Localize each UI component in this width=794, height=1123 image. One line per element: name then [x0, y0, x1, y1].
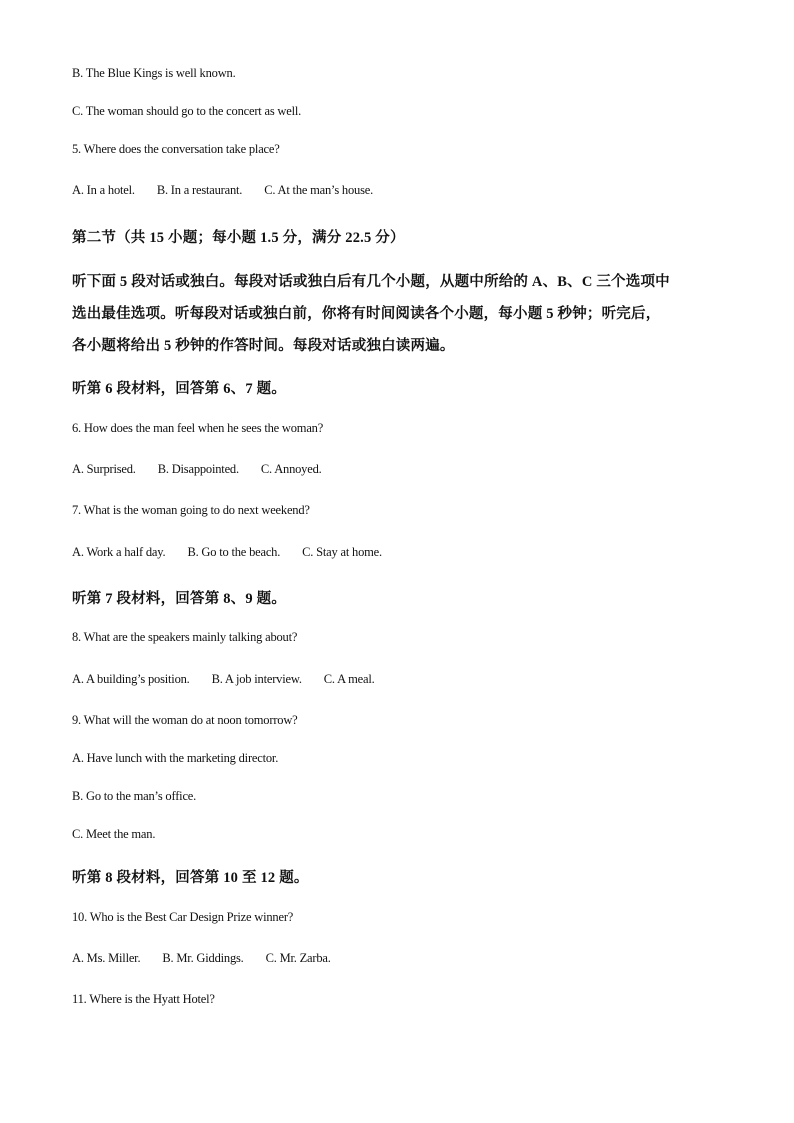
q8-option-b: B. A job interview. — [211, 672, 302, 686]
q8-option-c: C. A meal. — [323, 672, 375, 686]
q10-option-b: B. Mr. Giddings. — [162, 951, 244, 965]
q6-option-c: C. Annoyed. — [260, 462, 322, 476]
q9-option-a: A. Have lunch with the marketing director. — [72, 751, 279, 765]
q5-option-c: C. At the man’s house. — [264, 183, 374, 197]
q10-question: 10. Who is the Best Car Design Prize winner? — [72, 910, 294, 924]
q10-options — [72, 951, 331, 966]
q6-option-a: A. Surprised. — [72, 462, 136, 476]
q8-option-a: A. A building’s position. — [72, 672, 190, 686]
material8-header: 听第 8 段材料，回答第 10 至 12 题。 — [72, 870, 309, 886]
q4-option-c: C. The woman should go to the concert as well. — [72, 104, 302, 118]
q9-option-c: C. Meet the man. — [72, 827, 156, 841]
section2-instruction-line-3: 各小题将给出 5 秒钟的作答时间。每段对话或独白读两遍。 — [72, 338, 455, 354]
q9-option-b: B. Go to the man’s office. — [72, 789, 197, 803]
q6-question: 6. How does the man feel when he sees the woman? — [72, 421, 324, 435]
q7-option-b: B. Go to the beach. — [187, 545, 281, 559]
q4-option-b: B. The Blue Kings is well known. — [72, 66, 236, 80]
q8-question: 8. What are the speakers mainly talking about? — [72, 630, 298, 644]
q8-options — [72, 672, 375, 687]
material7-header: 听第 7 段材料，回答第 8、9 题。 — [72, 591, 287, 607]
q7-options — [72, 545, 382, 560]
q6-options — [72, 462, 322, 477]
q7-option-a: A. Work a half day. — [72, 545, 166, 559]
section2-instruction-line-2: 选出最佳选项。听每段对话或独白前，你将有时间阅读各个小题，每小题 5 秒钟；听完后， — [72, 306, 661, 322]
q5-option-b: B. In a restaurant. — [156, 183, 243, 197]
q5-options — [72, 183, 373, 198]
q6-option-b: B. Disappointed. — [157, 462, 239, 476]
q11-question: 11. Where is the Hyatt Hotel? — [72, 992, 215, 1006]
q5-question: 5. Where does the conversation take place? — [72, 142, 280, 156]
section2-title: 第二节（共 15 小题；每小题 1.5 分，满分 22.5 分） — [72, 230, 405, 246]
q10-option-a: A. Ms. Miller. — [72, 951, 141, 965]
q7-option-c: C. Stay at home. — [302, 545, 382, 559]
section2-instruction-line-1: 听下面 5 段对话或独白。每段对话或独白后有几个小题，从题中所给的 A、B、C 三个选项中 — [72, 274, 670, 290]
q10-option-c: C. Mr. Zarba. — [265, 951, 331, 965]
material6-header: 听第 6 段材料，回答第 6、7 题。 — [72, 381, 287, 397]
q5-option-a: A. In a hotel. — [72, 183, 135, 197]
q7-question: 7. What is the woman going to do next weekend? — [72, 503, 310, 517]
q9-question: 9. What will the woman do at noon tomorrow? — [72, 713, 298, 727]
